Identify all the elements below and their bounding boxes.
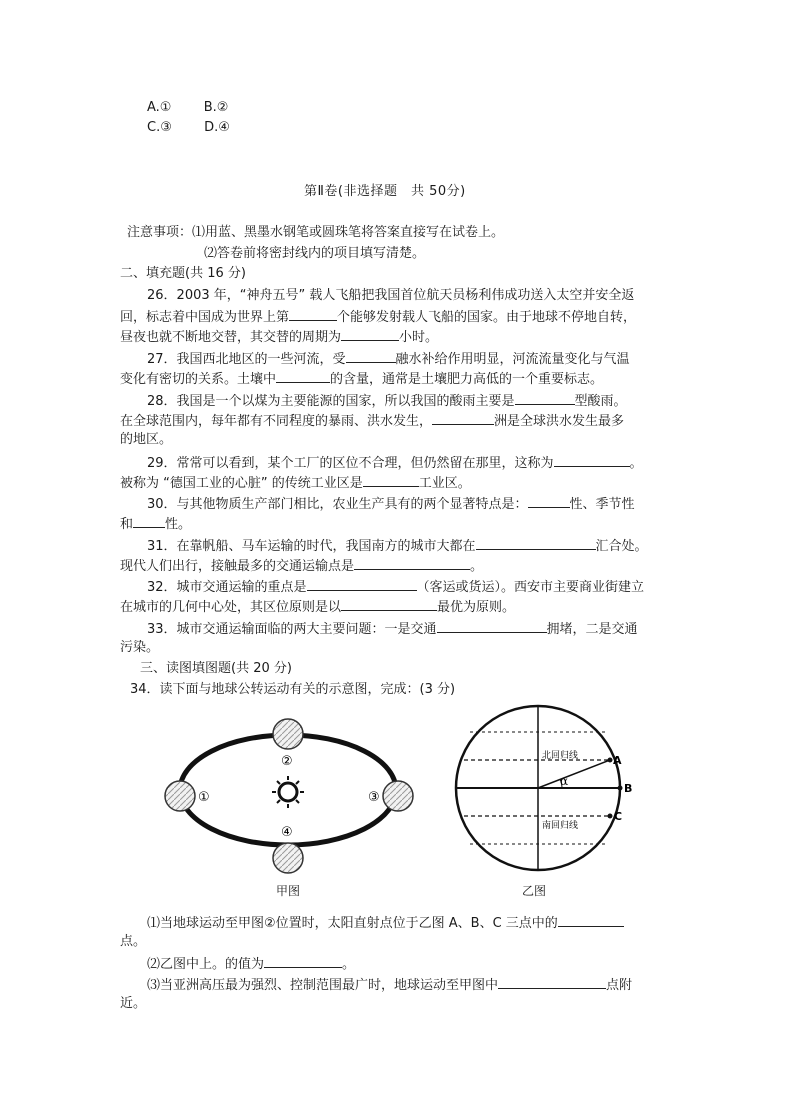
q29-line-1: 29．常常可以看到，某个工厂的区位不合理，但仍然留在那里，这称为 。 [147, 453, 643, 473]
label-position-3: ③ [368, 790, 380, 805]
blank-q32-1[interactable] [307, 577, 417, 591]
q33-line-1: 33．城市交通运输面临的两大主要问题：一是交通 拥堵，二是交通 [147, 619, 638, 639]
blank-q28-1[interactable] [515, 391, 575, 405]
q27-line-1: 27．我国西北地区的一些河流，受 融水补给作用明显，河流流量变化与气温 [147, 349, 630, 369]
q31-line-1: 31．在靠帆船、马车运输的时代，我国南方的城市大都在 汇合处。 [147, 536, 648, 556]
notice-item-1: ⑴用蓝、黑墨水钢笔或圆珠笔将答案直接写在试卷上。 [192, 225, 505, 240]
ray-to-a [538, 760, 610, 788]
blank-q27-2[interactable] [276, 369, 330, 383]
blank-q31-2[interactable] [354, 556, 470, 570]
label-south-tropic: 南回归线 [542, 821, 579, 831]
q33-line-2: 污染。 [120, 640, 160, 655]
q26-line-1: 26．2003 年，“神舟五号” 载人飞船把我国首位航天员杨利伟成功送入太空并安全返 [147, 288, 635, 303]
blank-q31-1[interactable] [476, 536, 596, 550]
q32-line-2: 在城市的几何中心处，其区位原则是以 最优为原则。 [120, 597, 515, 617]
globe-position-1 [165, 781, 195, 811]
blank-q29-1[interactable] [554, 453, 630, 467]
q30-line-1: 30．与其他物质生产部门相比，农业生产具有的两个显著特点是： 性、季节性 [147, 494, 635, 514]
latitude-diagram [450, 702, 660, 882]
sub-question-3-line-1: ⑶当亚洲高压最为强烈、控制范围最广时，地球运动至甲图中 点附 [147, 975, 632, 995]
right-figure-caption: 乙图 [522, 884, 547, 898]
sun-icon [272, 776, 304, 808]
q28-line-3: 的地区。 [120, 432, 173, 447]
label-north-tropic: 北回归线 [542, 751, 579, 761]
blank-q29-2[interactable] [363, 473, 419, 487]
point-c-dot [608, 814, 613, 819]
part3-heading: 三、读图填图题(共 20 分) [140, 661, 292, 676]
q31-line-2: 现代人们出行，接触最多的交通运输点是 。 [120, 556, 483, 576]
globe-position-4 [273, 843, 303, 873]
sub-question-1-line-1: ⑴当地球运动至甲图②位置时，太阳直射点位于乙图 A、B、C 三点中的 [147, 913, 624, 933]
blank-q33-1[interactable] [437, 619, 547, 633]
q32-line-1: 32．城市交通运输的重点是 （客运或货运）。西安市主要商业街建立 [147, 577, 644, 597]
blank-q28-2[interactable] [432, 411, 494, 425]
label-position-4: ④ [281, 825, 293, 840]
blank-q30-2[interactable] [133, 514, 165, 528]
label-position-2: ② [281, 754, 293, 769]
notice-line-1 [127, 224, 504, 242]
q28-line-2: 在全球范围内，每年都有不同程度的暴雨、洪水发生， 洲是全球洪水发生最多 [120, 411, 624, 431]
label-point-b: B [624, 782, 633, 795]
label-position-1: ① [198, 790, 210, 805]
label-alpha: α [560, 774, 569, 788]
choices-row-1 [147, 99, 228, 117]
blank-q26-1[interactable] [289, 307, 337, 321]
globe-position-3 [383, 781, 413, 811]
blank-q27-1[interactable] [346, 349, 396, 363]
label-point-a: A [613, 754, 622, 767]
sub-question-3-line-2: 近。 [120, 996, 147, 1011]
notice-item-2: ⑵答卷前将密封线内的项目填写清楚。 [204, 246, 426, 261]
sub-question-1-line-2: 点。 [120, 934, 147, 949]
blank-s3[interactable] [498, 975, 606, 989]
q34-prompt: 34．读下面与地球公转运动有关的示意图，完成：(3 分) [130, 682, 456, 697]
point-a-dot [608, 758, 613, 763]
part2-heading: 二、填充题(共 16 分) [120, 266, 246, 281]
q27-line-2: 变化有密切的关系。土壤中 的含量，通常是土壤肥力高低的一个重要标志。 [120, 369, 603, 389]
globe-position-2 [273, 719, 303, 749]
choice-d: D.④ [204, 120, 230, 135]
blank-q32-2[interactable] [341, 597, 437, 611]
blank-s2[interactable] [264, 954, 342, 968]
q26-line-3: 昼夜也就不断地交替，其交替的周期为 小时。 [120, 327, 438, 347]
left-figure-caption: 甲图 [276, 884, 301, 898]
notice-label: 注意事项： [127, 225, 193, 240]
blank-q26-2[interactable] [341, 327, 399, 341]
q26-line-2: 回，标志着中国成为世界上第 个能够发射载人飞船的国家。由于地球不停地自转， [120, 307, 636, 327]
blank-q30-1[interactable] [528, 494, 570, 508]
choice-a: A.① [147, 100, 172, 115]
point-b-dot [618, 786, 623, 791]
section-title: 第Ⅱ卷(非选择题 共 50分) [304, 184, 466, 199]
label-point-c: C [614, 810, 623, 823]
choice-c: C.③ [147, 120, 172, 135]
q28-line-1: 28．我国是一个以煤为主要能源的国家，所以我国的酸雨主要是 型酸雨。 [147, 391, 627, 411]
q29-line-2: 被称为 “德国工业的心脏” 的传统工业区是 工业区。 [120, 473, 471, 493]
blank-s1[interactable] [558, 913, 624, 927]
q30-line-2: 和 性。 [120, 514, 191, 534]
sub-question-2: ⑵乙图中上。的值为 。 [147, 954, 355, 974]
choice-b: B.② [203, 100, 229, 115]
choices-row-2 [147, 119, 230, 137]
orbit-diagram [150, 710, 430, 890]
